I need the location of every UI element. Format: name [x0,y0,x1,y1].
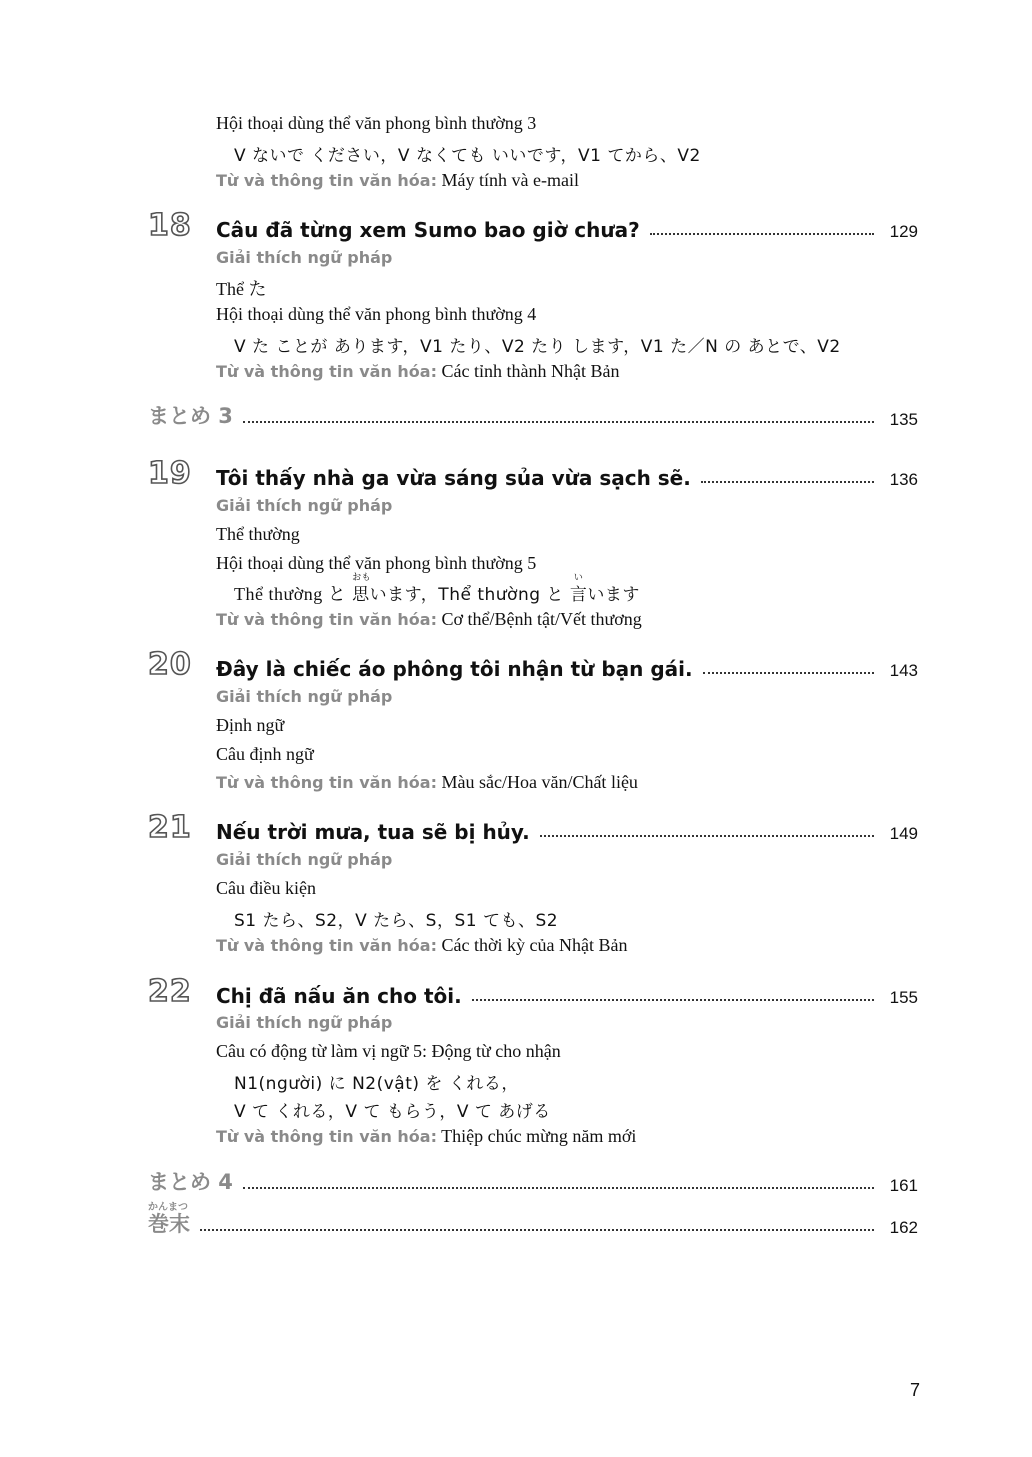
ruby-word [352,573,372,605]
toc-vocab-line [216,1126,636,1147]
chapter-number: 18 [148,208,192,243]
chapter-title[interactable]: Câu đã từng xem Sumo bao giờ chưa? [216,218,640,242]
page-ref: 129 [889,222,918,241]
vocab-label: Từ và thông tin văn hóa: [216,936,437,955]
chapter-title[interactable]: Chị đã nấu ăn cho tôi. [216,984,462,1008]
toc-vocab-line [216,170,579,191]
toc-line: Định ngữ [216,715,285,735]
toc-grammar-pattern: S1 たら、S2，V たら、S，S1 ても、S2 [234,911,559,931]
toc-vocab-line [216,361,619,382]
ruby-base: 言 [569,585,588,605]
chapter-number: 20 [148,647,192,682]
toc-line: Câu có động từ làm vị ngữ 5: Động từ cho nhận [216,1041,561,1061]
vocab-text: Màu sắc/Hoa văn/Chất liệu [441,772,638,792]
toc-grammar-pattern: V て くれる，V て もらう，V て あげる [234,1102,551,1122]
grammar-heading: Giải thích ngữ pháp [216,1013,393,1032]
chapter-entry[interactable] [216,980,918,1008]
pattern-text: います [587,585,640,605]
leader-dots [650,233,874,235]
toc-line: Thể た [216,279,267,299]
toc-line: Hội thoại dùng thể văn phong bình thường 3 [216,113,537,133]
page-ref: 135 [889,410,918,429]
vocab-label: Từ và thông tin văn hóa: [216,171,437,190]
page-ref: 155 [889,988,918,1007]
pattern-text: Thể thường と [234,584,347,604]
toc-line: Câu điều kiện [216,878,316,898]
vocab-text: Thiệp chúc mừng năm mới [441,1126,637,1146]
vocab-text: Các thời kỳ của Nhật Bản [441,935,628,955]
leader-dots [701,481,874,483]
chapter-title[interactable]: Tôi thấy nhà ga vừa sáng sủa vừa sạch sẽ. [216,466,691,490]
toc-grammar-pattern: V ないで ください，V なくても いいです，V1 てから、V2 [234,146,701,166]
appendix-entry[interactable] [148,1210,918,1238]
toc-grammar-pattern: V た ことが あります，V1 たり、V2 たり します，V1 た／N の あとで、V2 [234,337,841,357]
toc-line: Thể thường [216,524,300,544]
toc-line: Câu định ngữ [216,744,314,764]
leader-dots [200,1229,874,1231]
toc-line: Hội thoại dùng thể văn phong bình thường 5 [216,553,537,573]
appendix-reading: かんまつ [148,1202,188,1213]
toc-grammar-pattern [234,573,640,606]
leader-dots [540,835,874,837]
page-ref: 161 [889,1176,918,1195]
chapter-entry[interactable] [216,462,918,490]
chapter-entry[interactable] [216,816,918,844]
leader-dots [243,421,874,423]
leader-dots [243,1187,874,1189]
chapter-number: 21 [148,810,192,845]
toc-vocab-line [216,935,627,956]
chapter-number: 19 [148,456,192,491]
ruby-word [569,573,588,605]
ruby-base: 思 [352,585,370,605]
page-ref: 143 [889,661,918,680]
vocab-text: Cơ thể/Bệnh tật/Vết thương [441,609,642,629]
vocab-text: Máy tính và e-mail [441,170,579,190]
vocab-text: Các tỉnh thành Nhật Bản [441,361,620,381]
toc-vocab-line [216,772,638,793]
grammar-heading: Giải thích ngữ pháp [216,248,393,267]
toc-line: Hội thoại dùng thể văn phong bình thường 4 [216,304,537,324]
vocab-label: Từ và thông tin văn hóa: [216,610,437,629]
grammar-heading: Giải thích ngữ pháp [216,850,393,869]
review-title[interactable]: まとめ 3 [148,404,233,428]
ruby-reading: い [573,573,584,583]
page-number: 7 [909,1380,920,1400]
chapter-number: 22 [148,974,192,1009]
review-entry[interactable] [148,1168,918,1196]
ruby-reading: おも [352,573,372,583]
page-ref: 136 [889,470,918,489]
grammar-heading: Giải thích ngữ pháp [216,687,393,706]
review-entry[interactable] [148,402,918,430]
leader-dots [703,672,874,674]
pattern-text: います，Thể thường と [369,585,564,605]
chapter-entry[interactable] [216,653,918,681]
chapter-title[interactable]: Nếu trời mưa, tua sẽ bị hủy. [216,820,530,844]
vocab-label: Từ và thông tin văn hóa: [216,362,437,381]
page-ref: 162 [889,1218,918,1237]
grammar-heading: Giải thích ngữ pháp [216,496,393,515]
toc-vocab-line [216,609,642,630]
toc-grammar-pattern: N1(người) に N2(vật) を くれる， [234,1074,519,1094]
vocab-label: Từ và thông tin văn hóa: [216,773,437,792]
review-title[interactable]: まとめ 4 [148,1170,233,1194]
chapter-entry[interactable] [216,214,918,242]
appendix-title[interactable]: 巻末 [148,1212,190,1236]
chapter-title[interactable]: Đây là chiếc áo phông tôi nhận từ bạn gái. [216,657,693,681]
leader-dots [472,999,874,1001]
page-ref: 149 [889,824,918,843]
vocab-label: Từ và thông tin văn hóa: [216,1127,437,1146]
